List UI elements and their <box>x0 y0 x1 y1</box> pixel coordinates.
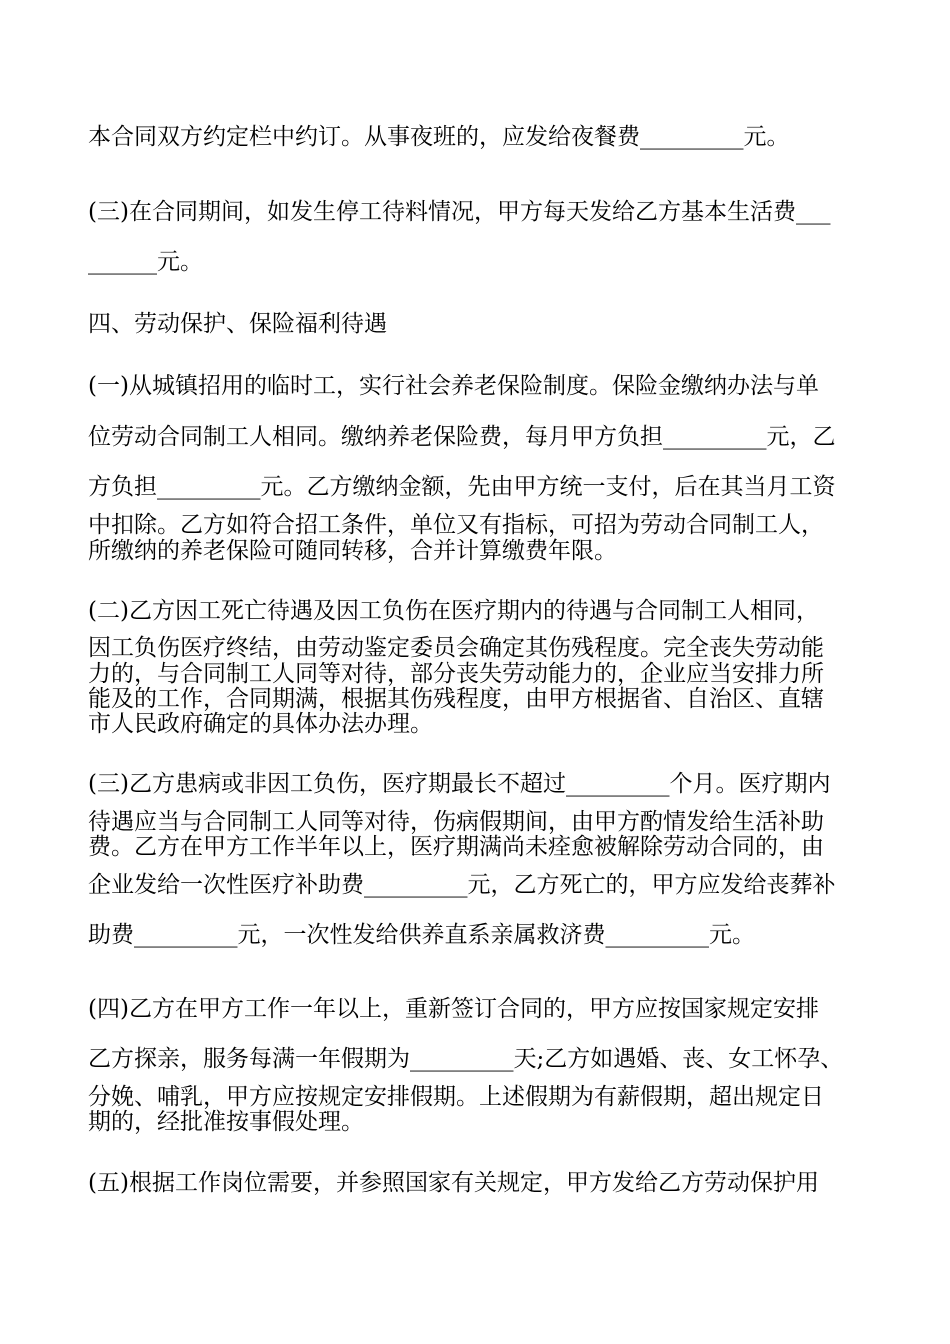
text-line: (五)根据工作岗位需要，并参照国家有关规定，甲方发给乙方劳动保护用 <box>88 1170 819 1196</box>
text-line: 费。乙方在甲方工作半年以上，医疗期满尚未痊愈被解除劳动合同的，由 <box>88 834 824 860</box>
text-line: 本合同双方约定栏中约订。从事夜班的，应发给夜餐费_________元。 <box>88 124 790 150</box>
text-line: 方负担_________元。乙方缴纳金额，先由甲方统一支付，后在其当月工资 <box>88 474 836 500</box>
text-line: (一)从城镇招用的临时工，实行社会养老保险制度。保险金缴纳办法与单 <box>88 373 819 399</box>
section-heading: 四、劳动保护、保险福利待遇 <box>88 311 387 337</box>
text-line: 能及的工作，合同期满，根据其伤残程度，由甲方根据省、自治区、直辖 <box>88 686 824 712</box>
text-line: 市人民政府确定的具体办法办理。 <box>88 711 433 737</box>
text-line: (三)乙方患病或非因工负伤，医疗期最长不超过_________个月。医疗期内 <box>88 771 831 797</box>
text-line: 因工负伤医疗终结，由劳动鉴定委员会确定其伤残程度。完全丧失劳动能 <box>88 635 824 661</box>
text-line: 力的，与合同制工人同等对待，部分丧失劳动能力的，企业应当安排力所 <box>88 661 824 687</box>
text-line: ______元。 <box>88 249 203 275</box>
text-line: (四)乙方在甲方工作一年以上，重新签订合同的，甲方应按国家规定安排 <box>88 996 819 1022</box>
text-line: 乙方探亲，服务每满一年假期为_________天;乙方如遇婚、丧、女工怀孕、 <box>88 1046 844 1072</box>
text-line: (二)乙方因工死亡待遇及因工负伤在医疗期内的待遇与合同制工人相同， <box>88 598 819 624</box>
text-line: (三)在合同期间，如发生停工待料情况，甲方每天发给乙方基本生活费___ <box>88 199 831 225</box>
text-line: 助费_________元，一次性发给供养直系亲属救济费_________元。 <box>88 922 755 948</box>
text-line: 期的，经批准按事假处理。 <box>88 1109 364 1135</box>
text-line: 位劳动合同制工人相同。缴纳养老保险费，每月甲方负担_________元，乙 <box>88 424 836 450</box>
text-line: 所缴纳的养老保险可随同转移，合并计算缴费年限。 <box>88 538 617 564</box>
text-line: 分娩、哺乳，甲方应按规定安排假期。上述假期为有薪假期，超出规定日 <box>88 1084 824 1110</box>
text-line: 企业发给一次性医疗补助费_________元，乙方死亡的，甲方应发给丧葬补 <box>88 872 836 898</box>
text-line: 中扣除。乙方如符合招工条件，单位又有指标，可招为劳动合同制工人， <box>88 512 824 538</box>
text-line: 待遇应当与合同制工人同等对待，伤病假期间，由甲方酌情发给生活补助 <box>88 809 824 835</box>
